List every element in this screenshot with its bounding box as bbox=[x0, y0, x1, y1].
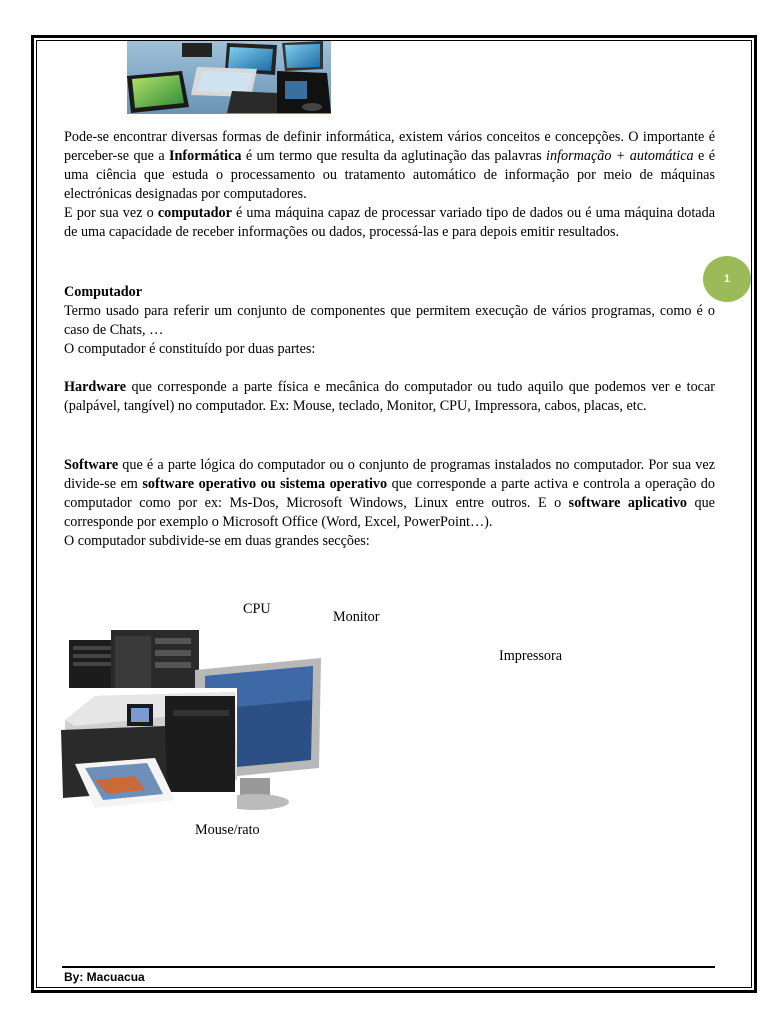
intro-section bbox=[64, 128, 715, 242]
monitor-label: Monitor bbox=[333, 609, 380, 625]
impressora-label: Impressora bbox=[499, 648, 563, 664]
hardware-text: que corresponde a parte física e mecânica do computador ou tudo aquilo que podemos ver e tocar (palpável, tangível) no computador. Ex: Mouse, teclado, Monitor, CPU, Impressora, cabos, placas, etc. bbox=[64, 379, 715, 414]
computador-parts-intro: O computador é constituído por duas partes: bbox=[64, 341, 316, 357]
software-sections-intro: O computador subdivide-se em duas grandes secções: bbox=[64, 533, 370, 549]
intro-paragraph-1: Pode-se encontrar diversas formas de definir informática, existem vários conceitos e concepções. O importante é perceber-se que a Informática é um termo que resulta da aglutinação das palavras informação + automática e é uma ciência que estuda o processamento ou tratamento automático de informação por meio de máquinas electrónicas designadas por computadores. bbox=[64, 129, 715, 202]
software-section: Software que é a parte lógica do computador ou o conjunto de programas instalados no computador. Por sua vez divide-se em software operativo ou sistema operativo que corresponde a parte activa e controla a operação do computador como por ex: Ms-Dos, Microsoft Windows, Linux entre outros. E o software aplicativo que corresponde por exemplo o Microsoft Office (Word, Excel, PowerPoint…). O computador subdivide-se em duas grandes secções: bbox=[64, 457, 715, 549]
page-number-badge: 1 bbox=[703, 256, 751, 302]
computador-section bbox=[64, 283, 715, 359]
footer-author: By: Macuacua bbox=[64, 970, 145, 984]
laptops-image bbox=[127, 41, 331, 114]
computador-heading: Computador bbox=[64, 284, 143, 300]
computador-definition: Termo usado para referir um conjunto de componentes que permitem execução de vários programas, como é o caso de Chats, … bbox=[64, 303, 715, 338]
hardware-section bbox=[64, 378, 715, 416]
cpu-label: CPU bbox=[243, 601, 271, 617]
footer-rule bbox=[62, 966, 715, 968]
hardware-term: Hardware bbox=[64, 379, 126, 395]
software-term: Software bbox=[64, 457, 119, 473]
mouse-label: Mouse/rato bbox=[195, 822, 260, 838]
computer-components-image bbox=[55, 630, 323, 815]
intro-paragraph-2: E por sua vez o computador é uma máquina capaz de processar variado tipo de dados ou é uma máquina dotada de uma capacidade de receber informações ou dados, processá-las e para depois emitir resultados. bbox=[64, 205, 715, 240]
